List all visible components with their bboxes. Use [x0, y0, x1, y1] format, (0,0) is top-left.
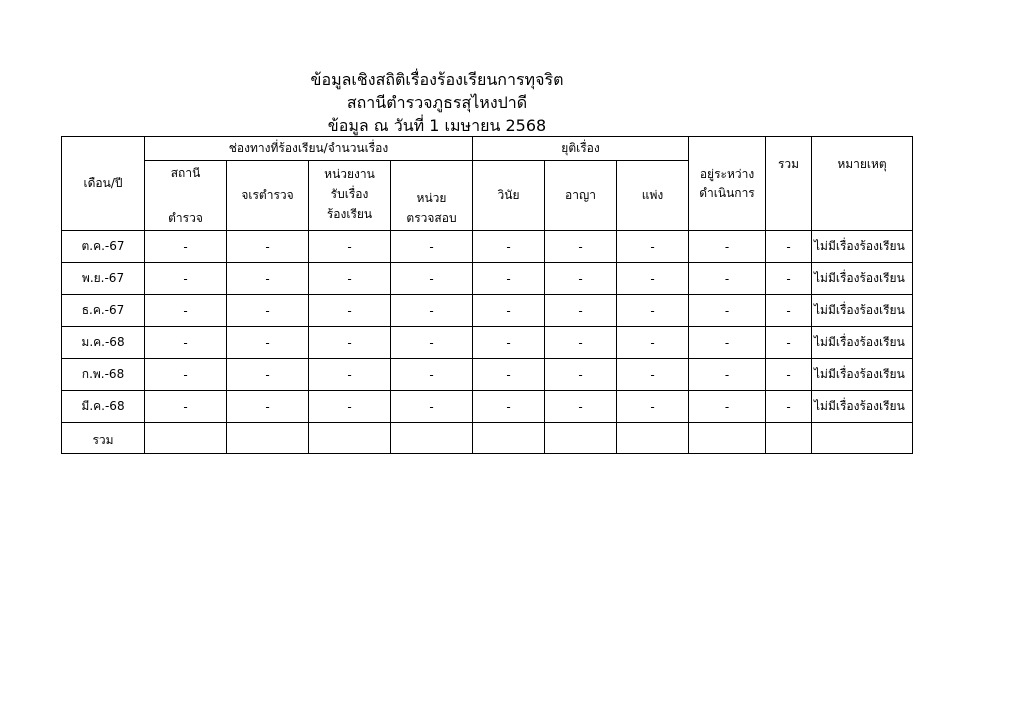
row-value: - [309, 231, 391, 263]
row-value: - [617, 359, 689, 391]
row-value: - [473, 391, 545, 423]
total-row-label: รวม [62, 423, 145, 454]
row-value: - [545, 231, 617, 263]
header-audit-line-1: หน่วย [416, 190, 447, 205]
row-month: ธ.ค.-67 [62, 295, 145, 327]
row-remark: ไม่มีเรื่องร้องเรียน [812, 391, 913, 423]
row-month: มี.ค.-68 [62, 391, 145, 423]
total-cell [617, 423, 689, 454]
row-value: - [391, 359, 473, 391]
total-cell [227, 423, 309, 454]
header-in-progress [689, 137, 766, 231]
title-line-1: ข้อมูลเชิงสถิติเรื่องร้องเรียนการทุจริต [310, 70, 564, 89]
row-value: - [766, 391, 812, 423]
complaint-statistics-table [61, 136, 913, 454]
row-value: - [473, 263, 545, 295]
header-audit-unit [391, 161, 473, 231]
row-value: - [145, 295, 227, 327]
row-value: - [545, 295, 617, 327]
total-cell [145, 423, 227, 454]
header-total: รวม [766, 137, 812, 231]
row-value: - [617, 231, 689, 263]
row-value: - [227, 231, 309, 263]
total-cell [689, 423, 766, 454]
row-value: - [145, 391, 227, 423]
header-receiving-line-3: ร้องเรียน [326, 206, 373, 221]
row-value: - [227, 359, 309, 391]
row-value: - [145, 359, 227, 391]
header-criminal: อาญา [545, 161, 617, 231]
table-row [62, 359, 913, 391]
row-remark: ไม่มีเรื่องร้องเรียน [812, 231, 913, 263]
row-value: - [391, 391, 473, 423]
header-in-progress-line-2: ดำเนินการ [699, 185, 755, 200]
header-station-bottom: ตำรวจ [168, 210, 203, 225]
total-cell [309, 423, 391, 454]
row-value: - [617, 327, 689, 359]
row-value: - [689, 359, 766, 391]
row-value: - [391, 327, 473, 359]
row-value: - [391, 263, 473, 295]
row-value: - [766, 295, 812, 327]
row-value: - [689, 327, 766, 359]
header-civil: แพ่ง [617, 161, 689, 231]
row-value: - [391, 295, 473, 327]
header-channels-group: ช่องทางที่ร้องเรียน/จำนวนเรื่อง [145, 137, 473, 161]
total-cell [545, 423, 617, 454]
row-value: - [473, 327, 545, 359]
row-value: - [689, 263, 766, 295]
header-station-top: สถานี [170, 165, 201, 180]
table-row [62, 391, 913, 423]
row-value: - [545, 263, 617, 295]
header-receiving-agency [309, 161, 391, 231]
row-month: ต.ค.-67 [62, 231, 145, 263]
row-remark: ไม่มีเรื่องร้องเรียน [812, 327, 913, 359]
row-value: - [145, 231, 227, 263]
table-row [62, 295, 913, 327]
document-title [0, 68, 874, 137]
title-line-2: สถานีตำรวจภูธรสุไหงปาดี [346, 93, 528, 112]
row-value: - [309, 263, 391, 295]
row-value: - [473, 231, 545, 263]
row-value: - [689, 391, 766, 423]
header-receiving-line-1: หน่วยงาน [324, 166, 375, 181]
header-remark: หมายเหตุ [812, 137, 913, 231]
header-audit-line-2: ตรวจสอบ [406, 210, 457, 225]
row-value: - [309, 391, 391, 423]
row-value: - [227, 327, 309, 359]
row-value: - [473, 295, 545, 327]
row-value: - [545, 391, 617, 423]
row-remark: ไม่มีเรื่องร้องเรียน [812, 263, 913, 295]
row-value: - [545, 359, 617, 391]
table-body [62, 231, 913, 423]
row-value: - [309, 327, 391, 359]
header-receiving-line-2: รับเรื่อง [330, 186, 369, 201]
table-row [62, 327, 913, 359]
total-cell [766, 423, 812, 454]
row-remark: ไม่มีเรื่องร้องเรียน [812, 359, 913, 391]
header-month: เดือน/ปี [62, 137, 145, 231]
row-value: - [145, 327, 227, 359]
row-value: - [391, 231, 473, 263]
title-line-3: ข้อมูล ณ วันที่ 1 เมษายน 2568 [327, 116, 547, 135]
row-value: - [227, 263, 309, 295]
header-station [145, 161, 227, 231]
row-value: - [617, 391, 689, 423]
total-cell [812, 423, 913, 454]
row-value: - [145, 263, 227, 295]
row-value: - [309, 295, 391, 327]
table-row [62, 263, 913, 295]
row-value: - [309, 359, 391, 391]
row-month: พ.ย.-67 [62, 263, 145, 295]
row-value: - [617, 295, 689, 327]
row-value: - [473, 359, 545, 391]
header-investigator: จเรตำรวจ [227, 161, 309, 231]
table-row [62, 231, 913, 263]
header-resolved-group: ยุติเรื่อง [473, 137, 689, 161]
row-value: - [766, 327, 812, 359]
row-value: - [766, 263, 812, 295]
row-value: - [227, 295, 309, 327]
row-value: - [689, 295, 766, 327]
row-month: ก.พ.-68 [62, 359, 145, 391]
header-in-progress-line-1: อยู่ระหว่าง [699, 166, 755, 181]
row-remark: ไม่มีเรื่องร้องเรียน [812, 295, 913, 327]
row-value: - [227, 391, 309, 423]
row-value: - [766, 359, 812, 391]
row-value: - [545, 327, 617, 359]
row-value: - [689, 231, 766, 263]
row-value: - [617, 263, 689, 295]
row-value: - [766, 231, 812, 263]
row-month: ม.ค.-68 [62, 327, 145, 359]
total-cell [473, 423, 545, 454]
header-discipline: วินัย [473, 161, 545, 231]
total-cell [391, 423, 473, 454]
